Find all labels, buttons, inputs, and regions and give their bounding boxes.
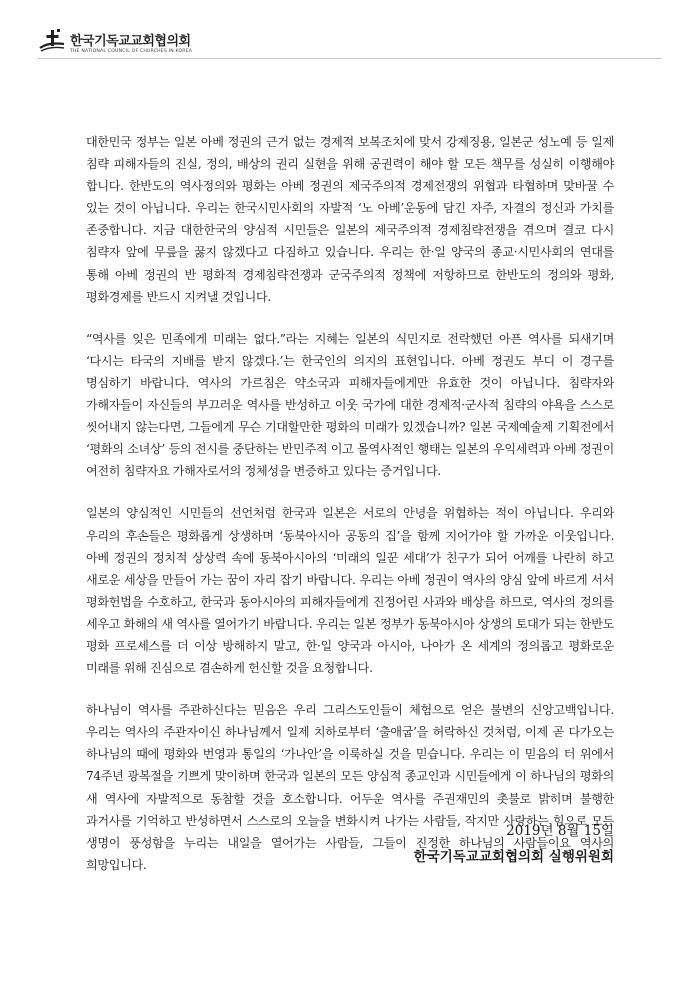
- paragraph-4: 하나님이 역사를 주관하신다는 믿음은 우리 그리스도인들이 체험으로 얻은 불변의 신앙고백입니다. 우리는 역사의 주관자이신 하나님께서 일제 치하로부터 ‘출애굽’을 허락하신 것처럼, 이제 곧 다가오는 하나님의 때에 평화와 번영과 통일의 ‘가나안’을 이룩하실 것을 믿습니다. 우리는 이 믿음의 터 위에서 74주년 광복절을 기쁘게 맞이하며 한국과 일본의 모든 양심적 종교인과 시민들에게 이 하나님의 평화의 새 역사에 자발적으로 동참할 것을 호소합니다. 어두운 역사를 주권재민의 촛불로 밝히며 불행한 과거사를 기억하고 반성하면서 스스로의 오늘을 변화시켜 나가는 사람들, 작지만 사랑하는 힘으로 모든 생명이 풍성함을 누리는 내일을 열어가는 사람들, 그들이 진정한 하나님의 사람들이요 역사의 희망입니다.: [86, 703, 614, 872]
- paragraph-2: “역사를 잊은 민족에게 미래는 없다.”라는 지혜는 일본의 식민지로 전락했던 아픈 역사를 되새기며 ‘다시는 타국의 지배를 받지 않겠다.’는 한국인의 의지의 표현입니다. 아베 정권도 부디 이 경구를 명심하기 바랍니다. 역사의 가르침은 약소국과 피해자들에게만 유효한 것이 아닙니다. 침략자와 가해자들이 자신들의 부끄러운 역사를 반성하고 이웃 국가에 대한 경제적·군사적 침략의 야욕을 스스로 씻어내지 않는다면, 그들에게 무슨 기대할만한 평화의 미래가 있겠습니까? 일본 국제예술제 기획전에서 ‘평화의 소녀상’ 등의 전시를 중단하는 반민주적 이고 몰역사적인 행태는 일본의 우익세력과 아베 정권이 여전히 침략자요 가해자로서의 정체성을 변증하고 있다는 증거입니다.: [86, 331, 614, 479]
- org-name: 한국기독교교회협의회: [70, 34, 191, 49]
- signature-org: 한국기독교교회협의회 실행위원회: [413, 849, 614, 865]
- header-divider: [38, 58, 662, 59]
- cross-logo-icon: [38, 28, 66, 58]
- paragraph-3: 일본의 양심적인 시민들의 선언처럼 한국과 일본은 서로의 안녕을 위협하는 적이 아닙니다. 우리와 우리의 후손들은 평화롭게 상생하며 ‘동북아시아 공동의 집’을 함께 지어가야 할 가까운 이웃입니다. 아베 정권의 정치적 상상력 속에 동북아시아의 ‘미래의 일꾼 세대’가 친구가 되어 어깨를 나란히 하고 새로운 세상을 만들어 가는 꿈이 자리 잡기 바랍니다. 우리는 아베 정권이 역사의 양심 앞에 바르게 서서 평화헌법을 수호하고, 한국과 동아시아의 피해자들에게 진정어린 사과와 배상을 하므로, 역사의 정의를 세우고 화해의 새 역사를 열어가기 바랍니다. 우리는 일본 정부가 동북아시아 상생의 토대가 되는 한반도 평화 프로세스를 더 이상 방해하지 말고, 한·일 양국과 아시아, 나아가 온 세계의 정의롭고 평화로운 미래를 위해 진심으로 겸손하게 헌신할 것을 요청합니다.: [86, 506, 614, 676]
- letterhead-logo: [38, 22, 238, 62]
- paragraph-1: 대한민국 정부는 일본 아베 정권의 근거 없는 경제적 보복조치에 맞서 강제징용, 일본군 성노예 등 일제 침략 피해자들의 진실, 정의, 배상의 권리 실현을 위해 공권력이 해야 할 모든 책무를 성실히 이행해야 합니다. 한반도의 역사정의와 평화는 아베 정권의 제국주의적 경제전쟁의 위협과 타협하며 맞바꿀 수 있는 것이 아닙니다. 우리는 한국시민사회의 자발적 ‘노 아베’운동에 담긴 자주, 자결의 정신과 가치를 존중합니다. 지금 대한한국의 양심적 시민들은 일본의 제국주의적 경제침략전쟁을 겪으며 결코 다시 침략자 앞에 무릎을 꿇지 않겠다고 다짐하고 있습니다. 우리는 한·일 양국의 종교·시민사회의 연대를 통해 아베 정권의 반 평화적 경제침략전쟁과 군국주의적 정책에 저항하므로 한반도의 정의와 평화, 평화경제를 반드시 지켜낼 것입니다.: [86, 135, 614, 304]
- statement-body: [86, 131, 614, 896]
- signature-date: 2019년 8월 15일: [506, 823, 614, 839]
- signature-block: [414, 818, 614, 870]
- org-name-english: THE NATIONAL COUNCIL OF CHURCHES IN KOREA: [70, 49, 193, 54]
